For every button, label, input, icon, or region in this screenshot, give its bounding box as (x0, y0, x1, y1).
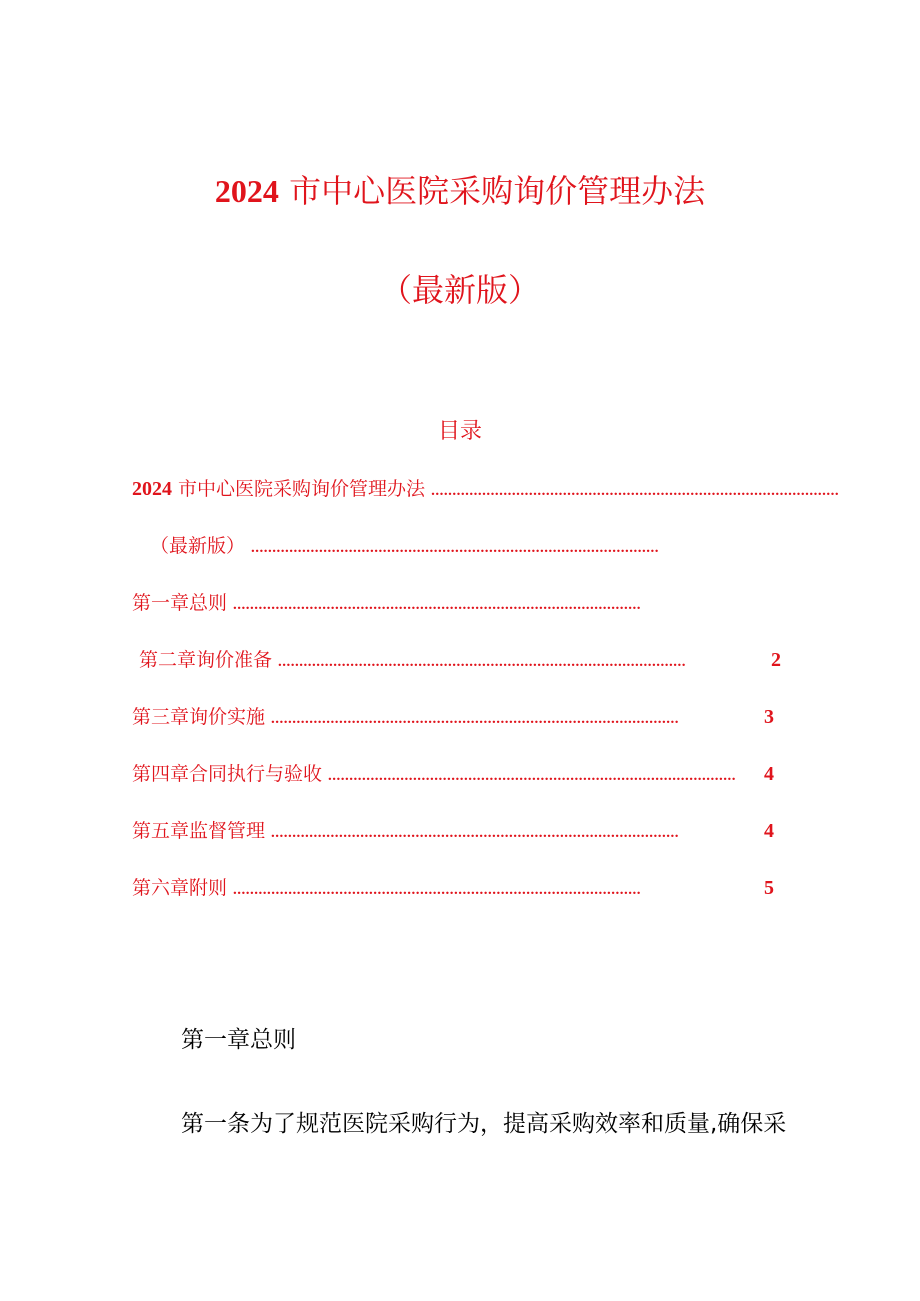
title-year: 2024 (214, 173, 279, 209)
toc-entry-chapter-3[interactable] (132, 700, 774, 730)
toc-page-number: 4 (764, 820, 774, 842)
document-subtitle: （最新版） (379, 271, 540, 309)
chapter-heading: 第一章总则 (181, 1027, 296, 1053)
toc-entry-label: 第二章询价准备 (139, 649, 273, 671)
toc-entry-chapter-1[interactable] (132, 586, 756, 616)
title-text: 市中心医院采购询价管理办法 (289, 172, 706, 210)
toc-leader-dots: ................................................................................................ (233, 597, 642, 613)
toc-leader-dots: ................................................................................................ (278, 654, 687, 670)
toc-entry-subtitle[interactable] (150, 529, 756, 559)
toc-leader-dots: ................................................................................................ (233, 882, 642, 898)
toc-entry-title[interactable] (132, 472, 840, 502)
toc-page-number: 4 (764, 763, 774, 785)
toc-page-number: 5 (764, 877, 774, 899)
toc-leader-dots: ................................................................................................ (271, 711, 680, 727)
toc-entry-label: 第六章附则 (132, 877, 228, 899)
toc-entry-label: 第五章监督管理 (132, 820, 266, 842)
toc-entry-chapter-5[interactable] (132, 814, 774, 844)
toc-leader-dots: ................................................................................................ (251, 540, 660, 556)
toc-entry-chapter-2[interactable] (139, 643, 781, 673)
toc-heading: 目录 (437, 419, 482, 444)
toc-entry-chapter-4[interactable] (132, 757, 774, 787)
toc-leader-dots: ................................................................................................ (431, 483, 840, 499)
toc-leader-dots: ................................................................................................ (328, 768, 737, 784)
toc-entry-year: 2024 (132, 478, 172, 500)
toc-page-number: 3 (764, 706, 774, 728)
toc-entry-label: 第四章合同执行与验收 (132, 763, 323, 785)
toc-entry-label: 第一章总则 (132, 592, 228, 614)
article-paragraph: 第一条为了规范医院采购行为，提高采购效率和质量,确保采 (181, 1111, 787, 1137)
toc-page-number: 2 (771, 649, 781, 671)
toc-entry-label: （最新版） (150, 535, 246, 557)
document-title (0, 171, 920, 211)
toc-entry-label: 第三章询价实施 (132, 706, 266, 728)
toc-entry-label: 市中心医院采购询价管理办法 (178, 478, 426, 500)
toc-leader-dots: ................................................................................................ (271, 825, 680, 841)
toc-entry-chapter-6[interactable] (132, 871, 774, 901)
